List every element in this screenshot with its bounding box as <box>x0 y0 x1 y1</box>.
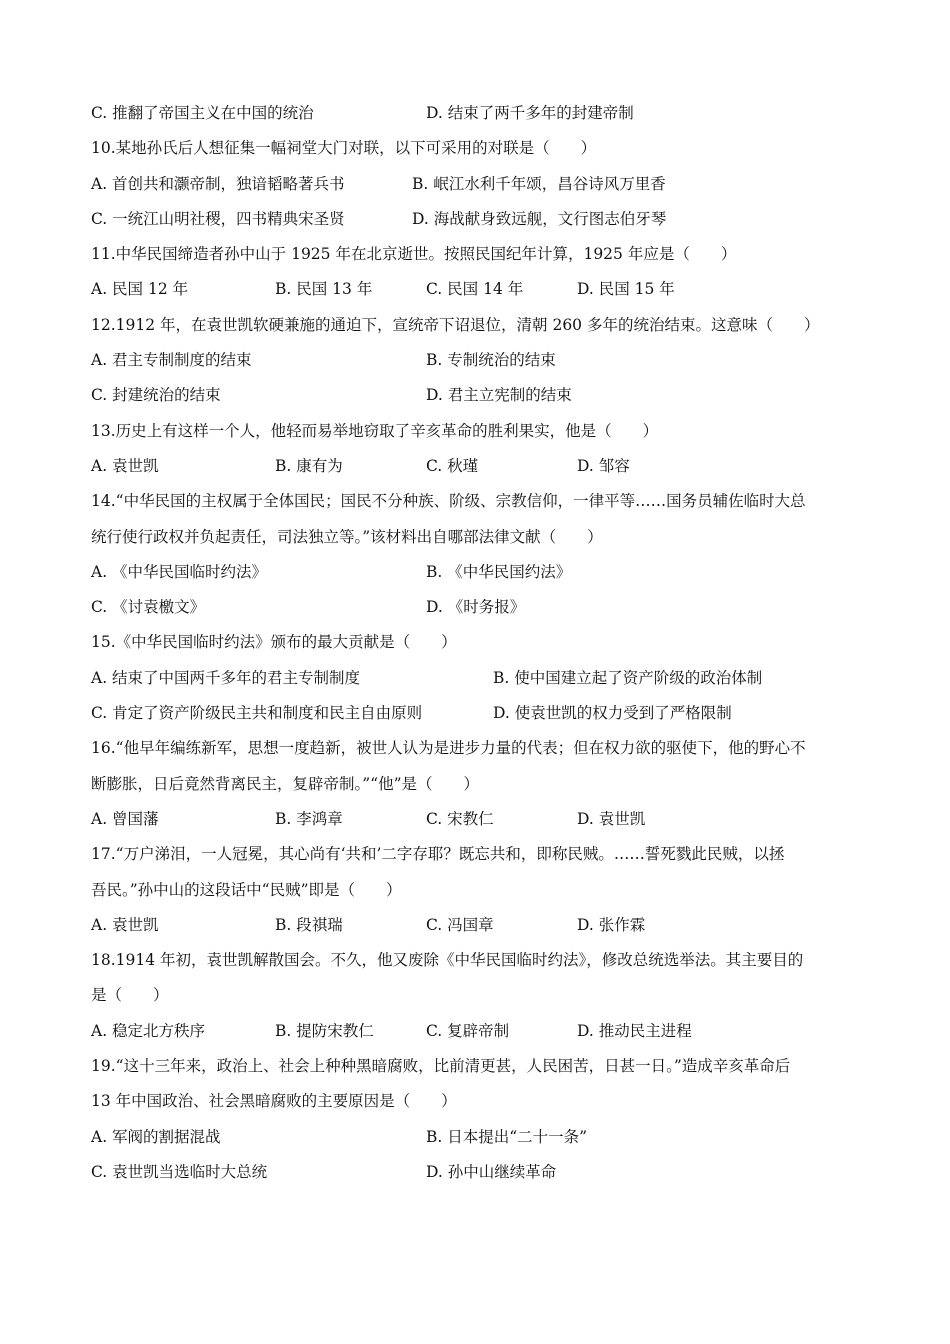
q17-stem-line-2: 吾民。”孙中山的这段话中“民贼”即是（ ） <box>91 880 402 899</box>
q12-options-row-2 <box>91 378 861 413</box>
q14-stem-line-1: 14.“中华民国的主权属于全体国民；国民不分种族、阶级、宗教信仰，一律平等……国务员辅佐临时大总 <box>91 492 806 511</box>
q18-option-c: C. 复辟帝制 <box>426 1021 510 1040</box>
q14-options-row-1 <box>91 555 861 590</box>
q13-options-row <box>91 449 861 484</box>
q9-options-row <box>91 96 861 131</box>
q19-stem-line-1: 19.“这十三年来，政治上、社会上种种黑暗腐败，比前清更甚，人民困苦，日甚一日。”造成辛亥革命后 <box>91 1057 791 1076</box>
q16-stem-line-2: 断膨胀，日后竟然背离民主，复辟帝制。”“他”是（ ） <box>91 774 480 793</box>
q10-option-c: C. 一统江山明社稷，四书精典宋圣贤 <box>91 209 345 228</box>
q12-option-b: B. 专制统治的结束 <box>426 351 556 370</box>
q12-option-d: D. 君主立宪制的结束 <box>426 386 572 405</box>
q11-option-a: A. 民国 12 年 <box>91 280 189 299</box>
q9-option-c: C. 推翻了帝国主义在中国的统治 <box>91 104 314 122</box>
q15-option-d: D. 使袁世凯的权力受到了严格限制 <box>493 704 732 723</box>
q10-option-a: A. 首创共和灏帝制，独谙韬略著兵书 <box>91 174 345 193</box>
q18-stem-line-1: 18.1914 年初，袁世凯解散国会。不久，他又废除《中华民国临时约法》，修改总统选举法。其主要目的 <box>91 951 804 970</box>
q17-option-b: B. 段祺瑞 <box>275 915 343 934</box>
q19-option-c: C. 袁世凯当选临时大总统 <box>91 1162 268 1181</box>
q13-option-d: D. 邹容 <box>577 456 630 475</box>
q10-options-row-2 <box>91 202 861 237</box>
q15-option-a: A. 结束了中国两千多年的君主专制制度 <box>91 668 361 687</box>
q11-options-row <box>91 272 861 307</box>
q17-option-d: D. 张作霖 <box>577 915 646 934</box>
q11-option-b: B. 民国 13 年 <box>275 280 373 299</box>
q16-option-b: B. 李鸿章 <box>275 809 343 828</box>
q19-option-b: B. 日本提出“二十一条” <box>426 1127 588 1146</box>
q15-stem: 15.《中华民国临时约法》颁布的最大贡献是（ ） <box>91 633 457 652</box>
q14-options-row-2 <box>91 590 861 625</box>
q10-options-row-1 <box>91 167 861 202</box>
q17-option-a: A. 袁世凯 <box>91 915 159 934</box>
q17-options-row <box>91 908 861 943</box>
q16-stem-line-1: 16.“他早年编练新军，思想一度趋新，被世人认为是进步力量的代表；但在权力欲的驱使下，他的野心不 <box>91 739 806 758</box>
q10-stem: 10.某地孙氏后人想征集一幅祠堂大门对联，以下可采用的对联是（ ） <box>91 139 597 158</box>
q13-option-c: C. 秋瑾 <box>426 456 479 475</box>
q19-options-row-1 <box>91 1120 861 1155</box>
q15-option-b: B. 使中国建立起了资产阶级的政治体制 <box>493 668 763 687</box>
q13-option-a: A. 袁世凯 <box>91 456 159 475</box>
q12-options-row-1 <box>91 343 861 378</box>
q15-options-row-2 <box>91 696 861 731</box>
q12-stem: 12.1912 年，在袁世凯软硬兼施的通迫下，宣统帝下诏退位，清朝 260 多年的统治结束。这意味（ ） <box>91 315 820 334</box>
q18-option-d: D. 推动民主进程 <box>577 1021 692 1040</box>
q14-option-d: D. 《时务报》 <box>426 598 526 617</box>
q14-option-b: B. 《中华民国约法》 <box>426 562 572 581</box>
q10-option-d: D. 海战献身致远舰，文行图志伯牙琴 <box>412 209 667 228</box>
q11-option-d: D. 民国 15 年 <box>577 280 675 299</box>
q19-option-d: D. 孙中山继续革命 <box>426 1162 557 1181</box>
q18-options-row <box>91 1014 861 1049</box>
q13-option-b: B. 康有为 <box>275 456 343 475</box>
q16-option-d: D. 袁世凯 <box>577 809 646 828</box>
q18-stem-line-2: 是（ ） <box>91 986 169 1005</box>
q15-option-c: C. 肯定了资产阶级民主共和制度和民主自由原则 <box>91 704 423 723</box>
q13-stem: 13.历史上有这样一个人，他轻而易举地窃取了辛亥革命的胜利果实，他是（ ） <box>91 421 659 440</box>
q12-option-a: A. 君主专制制度的结束 <box>91 351 252 370</box>
q11-option-c: C. 民国 14 年 <box>426 280 524 299</box>
exam-page <box>91 96 861 1190</box>
q17-option-c: C. 冯国章 <box>426 915 494 934</box>
q10-option-b: B. 岷江水利千年颂，昌谷诗风万里香 <box>412 174 666 193</box>
q14-stem-line-2: 统行使行政权并负起责任，司法独立等。”该材料出自哪部法律文献（ ） <box>91 527 603 546</box>
q19-stem-line-2: 13 年中国政治、社会黑暗腐败的主要原因是（ ） <box>91 1092 457 1111</box>
q16-option-a: A. 曾国藩 <box>91 809 159 828</box>
q9-option-d: D. 结束了两千多年的封建帝制 <box>426 104 634 122</box>
q17-stem-line-1: 17.“万户涕泪，一人冠冕，其心尚有‘共和’二字存耶？既忘共和，即称民贼。……誓死戮此民贼，以拯 <box>91 845 785 864</box>
q15-options-row-1 <box>91 661 861 696</box>
q19-option-a: A. 军阀的割据混战 <box>91 1127 221 1146</box>
q14-option-a: A. 《中华民国临时约法》 <box>91 562 268 581</box>
q19-options-row-2 <box>91 1155 861 1190</box>
q11-stem: 11.中华民国缔造者孙中山于 1925 年在北京逝世。按照民国纪年计算，1925 年应是（ ） <box>91 245 737 264</box>
q16-options-row <box>91 802 861 837</box>
q14-option-c: C. 《讨袁檄文》 <box>91 598 206 617</box>
q16-option-c: C. 宋教仁 <box>426 809 494 828</box>
q18-option-a: A. 稳定北方秩序 <box>91 1021 206 1040</box>
q12-option-c: C. 封建统治的结束 <box>91 386 221 405</box>
q18-option-b: B. 提防宋教仁 <box>275 1021 374 1040</box>
